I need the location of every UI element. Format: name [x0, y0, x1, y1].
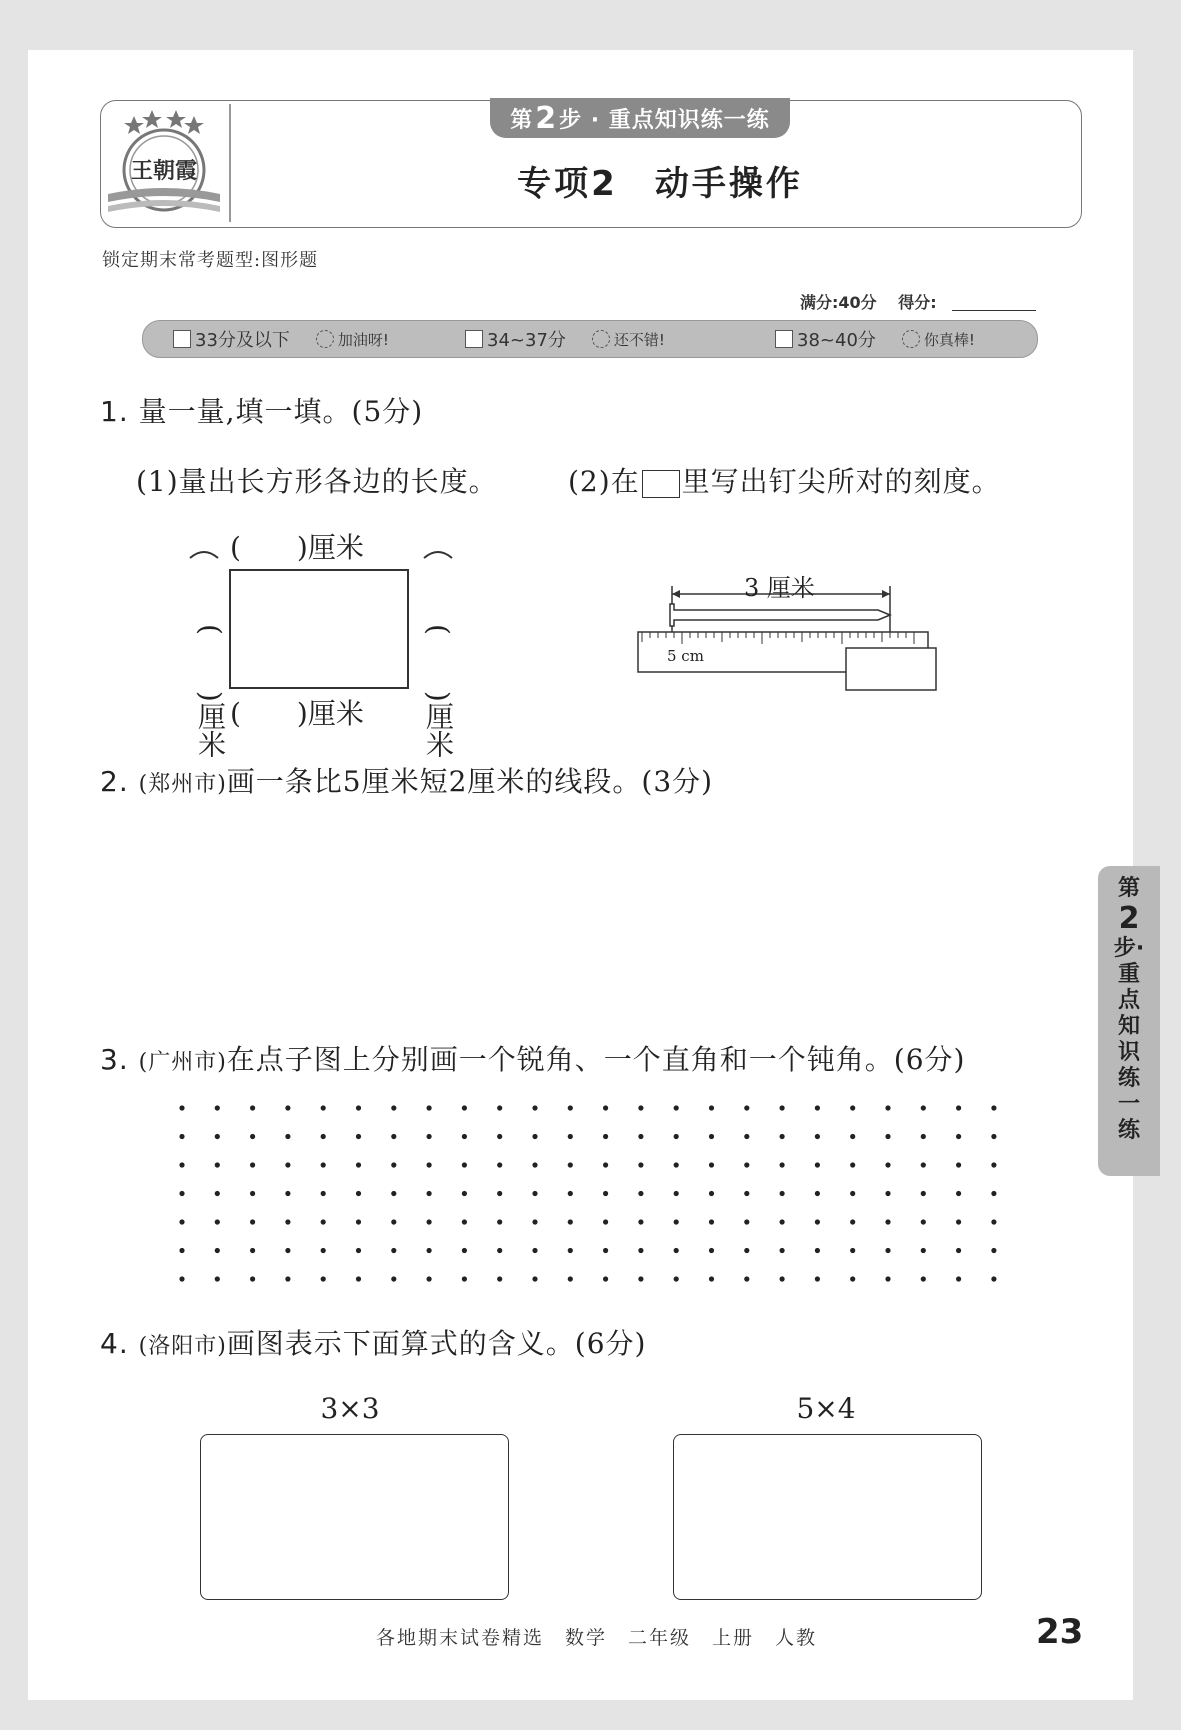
grid-dot[interactable] [850, 1276, 855, 1281]
grid-dot[interactable] [603, 1191, 608, 1196]
side-tab-char: 练 [1117, 1118, 1140, 1143]
step-suffix: 步 · 重点知识练一练 [559, 107, 770, 133]
grid-dot[interactable] [674, 1219, 679, 1224]
grid-dot[interactable] [568, 1105, 573, 1110]
grid-dot[interactable] [674, 1134, 679, 1139]
grid-dot[interactable] [285, 1248, 290, 1253]
grid-dot[interactable] [991, 1219, 996, 1224]
score-blank[interactable] [952, 310, 1036, 311]
grid-dot[interactable] [709, 1248, 714, 1253]
grid-dot[interactable] [215, 1162, 220, 1167]
grid-dot[interactable] [603, 1162, 608, 1167]
grid-dot[interactable] [780, 1276, 785, 1281]
logo [100, 108, 228, 220]
score-range-label: 34~37分 [487, 330, 566, 351]
grid-dot[interactable] [427, 1162, 432, 1167]
grid-dot[interactable] [356, 1248, 361, 1253]
grid-dot[interactable] [850, 1219, 855, 1224]
grid-dot[interactable] [638, 1276, 643, 1281]
page-title: 专项2 动手操作 [517, 164, 803, 204]
grid-dot[interactable] [921, 1191, 926, 1196]
question-number: 1. [100, 395, 129, 428]
score-bar [142, 320, 1038, 358]
grid-dot[interactable] [497, 1162, 502, 1167]
grid-dot[interactable] [850, 1162, 855, 1167]
grid-dot[interactable] [462, 1162, 467, 1167]
city-label: (郑州市) [138, 772, 227, 797]
grid-dot[interactable] [532, 1191, 537, 1196]
score-range-2 [465, 324, 665, 354]
grid-dot[interactable] [356, 1276, 361, 1281]
smiley-icon [592, 330, 610, 348]
grid-dot[interactable] [744, 1219, 749, 1224]
grid-dot[interactable] [885, 1219, 890, 1224]
question-number: 3. [100, 1043, 129, 1076]
grid-dot[interactable] [885, 1191, 890, 1196]
grid-dot[interactable] [497, 1219, 502, 1224]
question-4 [100, 1322, 646, 1362]
footer: 各地期末试卷精选 数学 二年级 上册 人教 [376, 1627, 818, 1649]
grid-dot[interactable] [780, 1219, 785, 1224]
grid-dot[interactable] [321, 1105, 326, 1110]
step-banner [490, 98, 790, 138]
grid-dot[interactable] [991, 1248, 996, 1253]
grid-dot[interactable] [815, 1276, 820, 1281]
grid-dot[interactable] [921, 1219, 926, 1224]
grid-dot[interactable] [179, 1191, 184, 1196]
grid-dot[interactable] [250, 1219, 255, 1224]
answer-box-1[interactable] [200, 1434, 509, 1600]
grid-dot[interactable] [885, 1162, 890, 1167]
grid-dot[interactable] [603, 1276, 608, 1281]
inline-answer-box [642, 470, 680, 498]
side-tab-char: 一 [1117, 1092, 1140, 1117]
svg-text:王朝霞: 王朝霞 [130, 158, 198, 184]
grid-dot[interactable] [356, 1105, 361, 1110]
rect-bottom-label: ( )厘米 [230, 697, 364, 730]
grid-dot[interactable] [356, 1162, 361, 1167]
grid-dot[interactable] [568, 1276, 573, 1281]
grid-dot[interactable] [921, 1105, 926, 1110]
grid-dot[interactable] [179, 1105, 184, 1110]
grid-dot[interactable] [815, 1248, 820, 1253]
grid-dot[interactable] [391, 1105, 396, 1110]
grid-dot[interactable] [215, 1219, 220, 1224]
grid-dot[interactable] [215, 1276, 220, 1281]
checkbox[interactable] [465, 330, 483, 348]
grid-dot[interactable] [321, 1219, 326, 1224]
ruler-start-label: 5 cm [667, 647, 704, 665]
grid-dot[interactable] [709, 1276, 714, 1281]
grid-dot[interactable] [215, 1248, 220, 1253]
grid-dot[interactable] [532, 1248, 537, 1253]
grid-dot[interactable] [991, 1105, 996, 1110]
grid-dot[interactable] [532, 1134, 537, 1139]
grid-dot[interactable] [179, 1162, 184, 1167]
grid-dot[interactable] [674, 1276, 679, 1281]
grid-dot[interactable] [250, 1191, 255, 1196]
question-1-sub1: (1)量出长方形各边的长度。 [136, 465, 498, 498]
grid-dot[interactable] [321, 1134, 326, 1139]
grid-dot[interactable] [250, 1162, 255, 1167]
grid-dot[interactable] [603, 1219, 608, 1224]
grid-dot[interactable] [603, 1248, 608, 1253]
grid-dot[interactable] [391, 1248, 396, 1253]
side-tab-char: 识 [1117, 1040, 1140, 1065]
grid-dot[interactable] [603, 1105, 608, 1110]
grid-dot[interactable] [568, 1248, 573, 1253]
grid-dot[interactable] [462, 1219, 467, 1224]
grid-dot[interactable] [921, 1248, 926, 1253]
grid-dot[interactable] [991, 1134, 996, 1139]
grid-dot[interactable] [427, 1276, 432, 1281]
question-1-sub2 [568, 460, 1001, 500]
question-1 [100, 390, 423, 430]
city-label: (广州市) [138, 1050, 227, 1075]
full-score [800, 290, 937, 313]
smiley-icon [902, 330, 920, 348]
grid-dot[interactable] [179, 1134, 184, 1139]
grid-dot[interactable] [497, 1105, 502, 1110]
question-number: 4. [100, 1327, 129, 1360]
grid-dot[interactable] [462, 1134, 467, 1139]
formula-1: 3×3 [320, 1392, 380, 1425]
grid-dot[interactable] [956, 1276, 961, 1281]
grid-dot[interactable] [391, 1134, 396, 1139]
grid-dot[interactable] [885, 1134, 890, 1139]
side-tab-char: 步· [1113, 936, 1145, 961]
grid-dot[interactable] [497, 1134, 502, 1139]
grid-dot[interactable] [321, 1248, 326, 1253]
grid-dot[interactable] [850, 1134, 855, 1139]
grid-dot[interactable] [391, 1191, 396, 1196]
got-score-label: 得分: [898, 293, 937, 312]
formula-2: 5×4 [796, 1392, 856, 1425]
grid-dot[interactable] [709, 1191, 714, 1196]
side-tab-char: 练 [1117, 1066, 1140, 1091]
question-2 [100, 760, 713, 800]
grid-dot[interactable] [391, 1219, 396, 1224]
encourage-text: 加油呀! [337, 330, 389, 349]
grid-dot[interactable] [462, 1248, 467, 1253]
score-range-3 [775, 324, 975, 354]
grid-dot[interactable] [780, 1191, 785, 1196]
grid-dot[interactable] [638, 1134, 643, 1139]
grid-dot[interactable] [462, 1191, 467, 1196]
grid-dot[interactable] [285, 1191, 290, 1196]
grid-dot[interactable] [427, 1105, 432, 1110]
grid-dot[interactable] [744, 1248, 749, 1253]
grid-dot[interactable] [497, 1248, 502, 1253]
grid-dot[interactable] [674, 1191, 679, 1196]
smiley-icon [316, 330, 334, 348]
grid-dot[interactable] [250, 1276, 255, 1281]
question-text: 量一量,填一填。(5分) [138, 395, 424, 428]
grid-dot[interactable] [356, 1134, 361, 1139]
grid-dot[interactable] [744, 1134, 749, 1139]
grid-dot[interactable] [568, 1191, 573, 1196]
grid-dot[interactable] [956, 1191, 961, 1196]
side-tab-char: 点 [1117, 988, 1140, 1013]
grid-dot[interactable] [709, 1105, 714, 1110]
grid-dot[interactable] [674, 1105, 679, 1110]
grid-dot[interactable] [850, 1248, 855, 1253]
grid-dot[interactable] [285, 1219, 290, 1224]
grid-dot[interactable] [815, 1105, 820, 1110]
grid-dot[interactable] [638, 1219, 643, 1224]
grid-dot[interactable] [321, 1191, 326, 1196]
grid-dot[interactable] [356, 1219, 361, 1224]
grid-dot[interactable] [638, 1191, 643, 1196]
grid-dot[interactable] [921, 1134, 926, 1139]
encouragement [592, 329, 665, 350]
grid-dot[interactable] [321, 1276, 326, 1281]
grid-dot[interactable] [321, 1162, 326, 1167]
logo-divider [229, 104, 231, 222]
grid-dot[interactable] [815, 1219, 820, 1224]
grid-dot[interactable] [921, 1276, 926, 1281]
grid-dot[interactable] [815, 1134, 820, 1139]
checkbox[interactable] [173, 330, 191, 348]
grid-dot[interactable] [638, 1162, 643, 1167]
grid-dot[interactable] [532, 1105, 537, 1110]
grid-dot[interactable] [427, 1191, 432, 1196]
grid-dot[interactable] [215, 1134, 220, 1139]
grid-dot[interactable] [991, 1191, 996, 1196]
grid-dot[interactable] [709, 1219, 714, 1224]
question-text: 在点子图上分别画一个锐角、一个直角和一个钝角。(6分) [226, 1043, 966, 1076]
step-number: 2 [535, 100, 558, 136]
grid-dot[interactable] [850, 1105, 855, 1110]
grid-dot[interactable] [956, 1134, 961, 1139]
question-3 [100, 1038, 965, 1078]
encouragement [902, 329, 975, 350]
question-number: 2. [100, 765, 129, 798]
grid-dot[interactable] [179, 1276, 184, 1281]
side-tab-char: 重 [1117, 962, 1140, 987]
grid-dot[interactable] [285, 1162, 290, 1167]
answer-box-2[interactable] [673, 1434, 982, 1600]
grid-dot[interactable] [568, 1219, 573, 1224]
grid-dot[interactable] [744, 1276, 749, 1281]
dot-grid[interactable] [170, 1098, 1010, 1298]
grid-dot[interactable] [462, 1105, 467, 1110]
grid-dot[interactable] [674, 1162, 679, 1167]
grid-dot[interactable] [638, 1248, 643, 1253]
grid-dot[interactable] [991, 1276, 996, 1281]
question-text: 画一条比5厘米短2厘米的线段。(3分) [226, 765, 714, 798]
grid-dot[interactable] [215, 1191, 220, 1196]
grid-dot[interactable] [532, 1276, 537, 1281]
grid-dot[interactable] [956, 1162, 961, 1167]
grid-dot[interactable] [532, 1219, 537, 1224]
sub2-text-a: (2)在 [568, 465, 640, 498]
side-tab-top: 第 [1117, 876, 1140, 901]
grid-dot[interactable] [815, 1162, 820, 1167]
grid-dot[interactable] [603, 1134, 608, 1139]
rect-right-label: ( )厘米 [422, 624, 455, 758]
grid-dot[interactable] [532, 1162, 537, 1167]
grid-dot[interactable] [497, 1191, 502, 1196]
side-tab-char: 知 [1117, 1014, 1140, 1039]
rect-left-label: ( )厘米 [194, 624, 227, 758]
grid-dot[interactable] [815, 1191, 820, 1196]
lock-note: 锁定期末常考题型:图形题 [102, 250, 319, 271]
grid-dot[interactable] [709, 1162, 714, 1167]
grid-dot[interactable] [780, 1162, 785, 1167]
full-score-text: 满分:40分 [800, 293, 877, 312]
grid-dot[interactable] [568, 1134, 573, 1139]
checkbox[interactable] [775, 330, 793, 348]
grid-dot[interactable] [250, 1105, 255, 1110]
grid-dot[interactable] [250, 1134, 255, 1139]
grid-dot[interactable] [462, 1276, 467, 1281]
grid-dot[interactable] [285, 1134, 290, 1139]
grid-dot[interactable] [250, 1248, 255, 1253]
grid-dot[interactable] [744, 1105, 749, 1110]
grid-dot[interactable] [497, 1276, 502, 1281]
grid-dot[interactable] [285, 1105, 290, 1110]
side-tab [1098, 866, 1160, 1176]
grid-dot[interactable] [991, 1162, 996, 1167]
grid-dot[interactable] [674, 1248, 679, 1253]
grid-dot[interactable] [956, 1248, 961, 1253]
side-tab-number: 2 [1118, 901, 1140, 936]
question-text: 画图表示下面算式的含义。(6分) [226, 1327, 647, 1360]
grid-dot[interactable] [780, 1105, 785, 1110]
encouragement [316, 329, 389, 350]
grid-dot[interactable] [885, 1105, 890, 1110]
grid-dot[interactable] [744, 1162, 749, 1167]
step-prefix: 第 [510, 107, 534, 133]
grid-dot[interactable] [285, 1276, 290, 1281]
grid-dot[interactable] [885, 1276, 890, 1281]
score-range-label: 33分及以下 [195, 330, 290, 351]
grid-dot[interactable] [638, 1105, 643, 1110]
grid-dot[interactable] [568, 1162, 573, 1167]
grid-dot[interactable] [780, 1134, 785, 1139]
grid-dot[interactable] [956, 1219, 961, 1224]
sub2-text-b: 里写出钉尖所对的刻度。 [681, 465, 1001, 498]
grid-dot[interactable] [744, 1191, 749, 1196]
city-label: (洛阳市) [138, 1334, 227, 1359]
grid-dot[interactable] [885, 1248, 890, 1253]
nail-length-label: 3 厘米 [744, 574, 815, 602]
grid-dot[interactable] [709, 1134, 714, 1139]
grid-dot[interactable] [780, 1248, 785, 1253]
grid-dot[interactable] [427, 1134, 432, 1139]
grid-dot[interactable] [427, 1248, 432, 1253]
grid-dot[interactable] [391, 1162, 396, 1167]
grid-dot[interactable] [391, 1276, 396, 1281]
grid-dot[interactable] [956, 1105, 961, 1110]
grid-dot[interactable] [179, 1219, 184, 1224]
grid-dot[interactable] [179, 1248, 184, 1253]
grid-dot[interactable] [215, 1105, 220, 1110]
grid-dot[interactable] [427, 1219, 432, 1224]
page-number: 23 [1036, 1612, 1084, 1652]
grid-dot[interactable] [850, 1191, 855, 1196]
encourage-text: 你真棒! [923, 330, 975, 349]
grid-dot[interactable] [921, 1162, 926, 1167]
grid-dot[interactable] [356, 1191, 361, 1196]
encourage-text: 还不错! [613, 330, 665, 349]
score-range-1 [173, 324, 389, 354]
rect-top-label: ( )厘米 [230, 531, 364, 564]
score-range-label: 38~40分 [797, 330, 876, 351]
